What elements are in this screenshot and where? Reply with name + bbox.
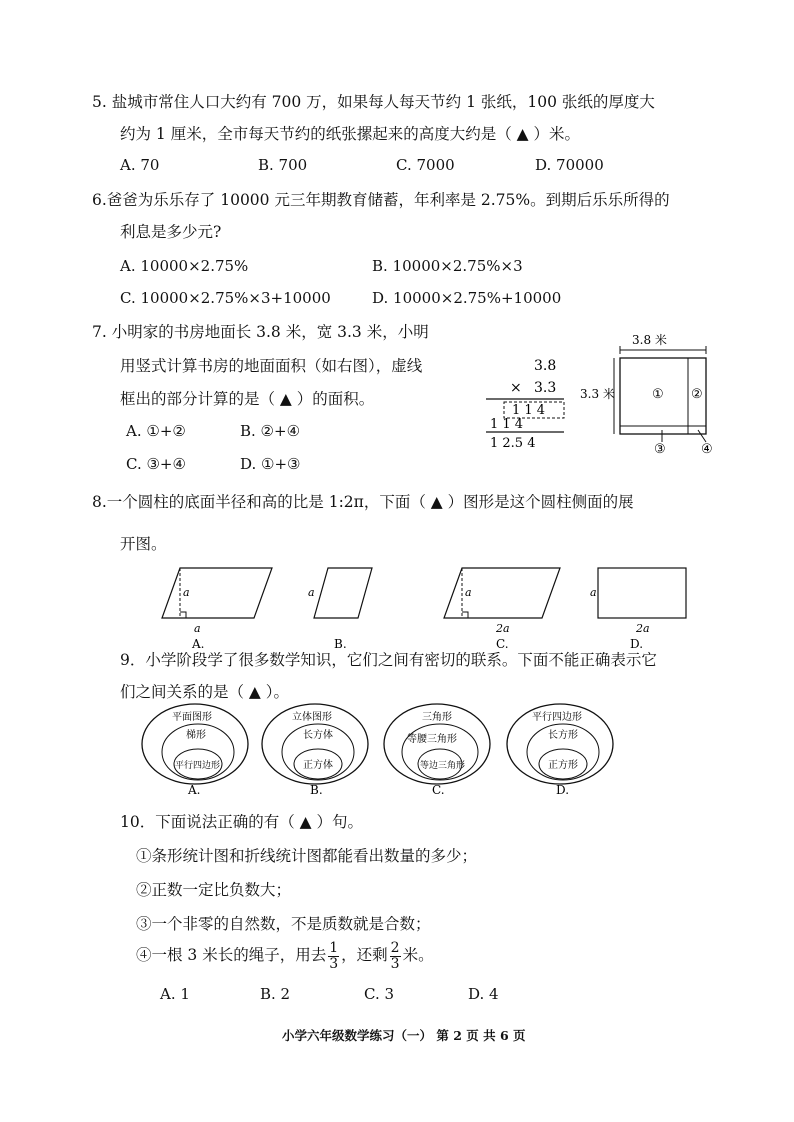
diagram-d-middle-label: 长方形 xyxy=(548,730,578,741)
q10-statement-2: ②正数一定比负数大； xyxy=(136,881,292,899)
q7-line1: 7. 小明家的书房地面长 3.8 米，宽 3.3 米，小明 xyxy=(92,323,429,341)
diagram-c-inner-label: 等边三角形 xyxy=(420,761,466,771)
q10-line1: 10．下面说法正确的有（ ▲ ）句。 xyxy=(120,813,363,831)
q9-option-a: A. xyxy=(188,783,201,797)
q9-line2: 们之间关系的是（ ▲ ）。 xyxy=(120,683,290,701)
q8-option-c: C. xyxy=(496,637,509,651)
q5-line2: 约为 1 厘米，全市每天节约的纸张摞起来的高度大约是（ ▲ ）米。 xyxy=(120,125,580,143)
diagram-b-outer-label: 立体图形 xyxy=(292,712,332,723)
q7-line3: 框出的部分计算的是（ ▲ ）的面积。 xyxy=(120,390,375,408)
q5-option-c: C. 7000 xyxy=(396,156,455,174)
diagram-c-middle-label: 等腰三角形 xyxy=(407,734,457,745)
q7-option-b: B. ②+④ xyxy=(240,422,301,440)
q10-option-c: C. 3 xyxy=(364,985,395,1003)
shape-a-parallelogram xyxy=(162,568,272,618)
q10-statement-1: ①条形统计图和折线统计图都能看出数量的多少； xyxy=(136,847,478,865)
region-3-label: ③ xyxy=(654,442,666,457)
region-4-label: ④ xyxy=(701,442,713,457)
shape-c-right-angle xyxy=(462,612,468,618)
q6-option-d: D. 10000×2.75%+10000 xyxy=(372,289,562,307)
shape-d-side-label: a xyxy=(590,586,597,599)
diagram-a-middle-label: 梯形 xyxy=(186,730,206,741)
q5-option-b: B. 700 xyxy=(258,156,308,174)
page-footer: 小学六年级数学练习（一） 第 2 页 共 6 页 xyxy=(282,1028,526,1043)
q7-line2: 用竖式计算书房的地面面积（如右图），虚线 xyxy=(120,357,423,375)
q5-option-d: D. 70000 xyxy=(535,156,604,174)
q8-line2: 开图。 xyxy=(120,535,167,553)
calc-partial2: 1 1 4 xyxy=(490,417,524,432)
shape-b-side-label: a xyxy=(308,586,315,599)
q8-shapes xyxy=(150,562,710,652)
region-1-label: ① xyxy=(652,387,664,402)
q6-option-b: B. 10000×2.75%×3 xyxy=(372,257,523,275)
shape-c-parallelogram xyxy=(444,568,560,618)
fraction-2-denominator: 3 xyxy=(390,955,400,972)
diagram-top-label: 3.8 米 xyxy=(632,333,667,347)
shape-a-height-label: a xyxy=(183,586,190,599)
shape-d-rectangle xyxy=(598,568,686,618)
calc-partial1: 1 1 4 xyxy=(512,403,546,418)
fraction-2-numerator: 2 xyxy=(390,939,400,956)
q10-s4-part-b: ，还剩 xyxy=(341,946,388,964)
q5-option-a: A. 70 xyxy=(120,156,160,174)
shape-c-base-label: 2a xyxy=(496,622,510,635)
fraction-one-third xyxy=(328,941,339,972)
diagram-left-label: 3.3 米 xyxy=(580,387,615,401)
diagram-a-outer-label: 平面图形 xyxy=(172,712,212,723)
q10-option-a: A. 1 xyxy=(160,985,190,1003)
q6-option-a: A. 10000×2.75% xyxy=(120,257,249,275)
q7-option-d: D. ①+③ xyxy=(240,455,301,473)
q10-option-d: D. 4 xyxy=(468,985,499,1003)
q10-statement-3: ③一个非零的自然数，不是质数就是合数； xyxy=(136,915,431,933)
diagram-b-inner-label: 正方体 xyxy=(303,760,333,771)
q6-option-c: C. 10000×2.75%×3+10000 xyxy=(120,289,331,307)
calc-op: × xyxy=(510,380,522,396)
q8-option-d: D. xyxy=(630,637,644,651)
q9-venn-diagrams xyxy=(140,700,620,800)
q8-option-b: B. xyxy=(334,637,347,651)
q9-option-b: B. xyxy=(310,783,323,797)
q10-s4-part-a: ④一根 3 米长的绳子，用去 xyxy=(136,946,327,964)
calc-row2: 3.3 xyxy=(534,380,557,396)
fraction-1-numerator: 1 xyxy=(329,939,339,956)
q7-room-diagram xyxy=(580,330,720,458)
q10-option-b: B. 2 xyxy=(260,985,291,1003)
shape-b-rhombus xyxy=(314,568,372,618)
diagram-b-middle-label: 长方体 xyxy=(303,730,333,741)
q9-option-d: D. xyxy=(556,783,570,797)
diagram-d-inner-label: 正方形 xyxy=(548,760,578,771)
diagram-c-middle xyxy=(402,724,478,780)
shape-a-base-label: a xyxy=(194,622,201,635)
diagram-d-outer-label: 平行四边形 xyxy=(532,712,582,723)
q8-option-a: A. xyxy=(192,637,205,651)
calc-row1: 3.8 xyxy=(534,358,557,374)
q7-option-a: A. ①+② xyxy=(126,422,186,440)
diagram-c-outer-label: 三角形 xyxy=(422,712,452,723)
shape-c-height-label: a xyxy=(465,586,472,599)
q10-statement-4 xyxy=(136,938,434,972)
q6-line2: 利息是多少元? xyxy=(120,223,222,241)
calc-result: 1 2.5 4 xyxy=(490,436,536,451)
shape-a-right-angle xyxy=(180,612,186,618)
q7-vertical-calculation xyxy=(472,352,582,452)
fraction-1-denominator: 3 xyxy=(329,955,339,972)
q5-line1: 5. 盐城市常住人口大约有 700 万，如果每人每天节约 1 张纸，100 张纸的厚度大 xyxy=(92,93,655,111)
q8-line1: 8.一个圆柱的底面半径和高的比是 1:2π，下面（ ▲ ）图形是这个圆柱侧面的展 xyxy=(92,493,634,511)
region-4-pointer xyxy=(698,430,706,442)
q6-line1: 6.爸爸为乐乐存了 10000 元三年期教育储蓄，年利率是 2.75%。到期后乐乐所得的 xyxy=(92,191,670,209)
q7-option-c: C. ③+④ xyxy=(126,455,186,473)
q9-option-c: C. xyxy=(432,783,445,797)
shape-d-base-label: 2a xyxy=(636,622,650,635)
region-2-label: ② xyxy=(691,387,703,402)
q9-line1: 9．小学阶段学了很多数学知识，它们之间有密切的联系。下面不能正确表示它 xyxy=(120,651,657,669)
diagram-a-inner-label: 平行四边形 xyxy=(175,761,221,771)
q10-s4-part-c: 米。 xyxy=(402,946,434,964)
fraction-two-thirds xyxy=(390,941,401,972)
